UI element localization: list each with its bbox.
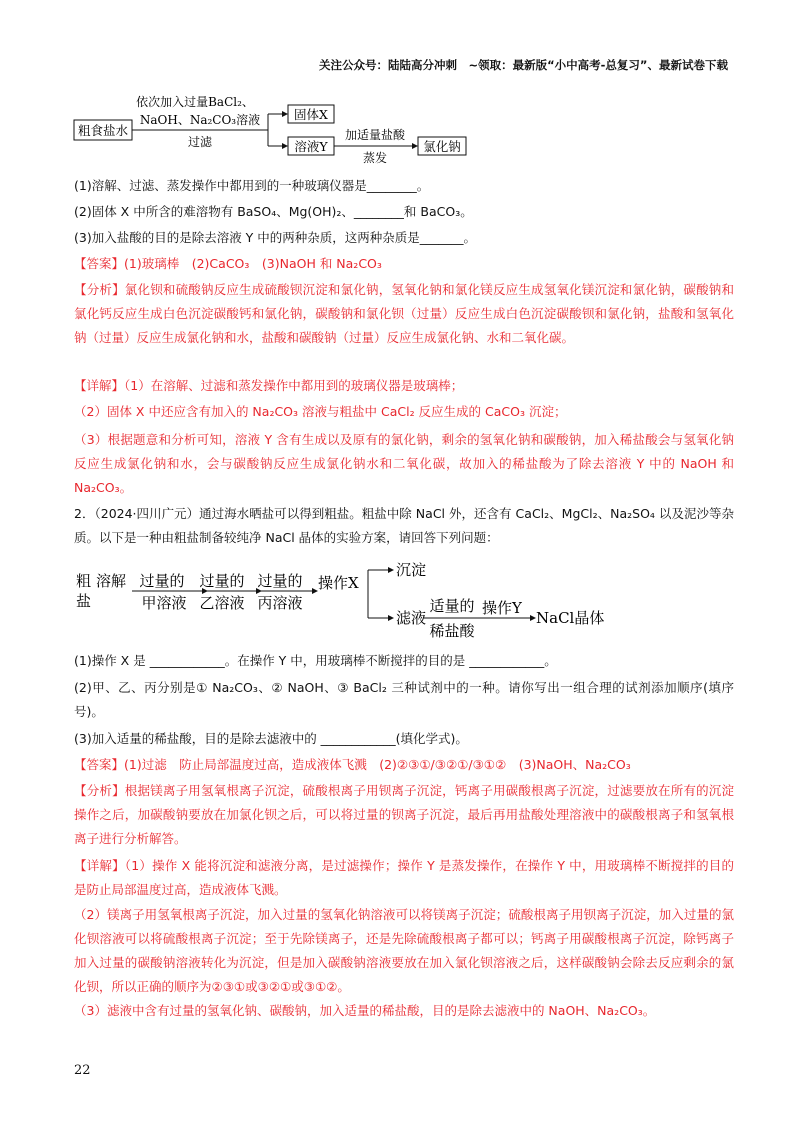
d2-excess-2: 过量的 [199,572,245,590]
q1-detail-3: （3）根据题意和分析可知，溶液 Y 含有生成以及原有的氯化钠，剩余的氢氧化钠和碳酸钠，加入稀盐酸会与氢氧化钠反应生成氯化钠和水，会与碳酸钠反应生成氯化钠水和二氧化碳，故加入的稀盐酸为了除去溶液 Y 中的 NaOH 和 Na₂CO₃。 [74,432,734,495]
q2-answer [74,756,734,774]
q1-detail-1 [74,377,734,395]
q2-analysis [74,779,734,851]
d1-product: 氯化钠 [423,139,461,154]
d1-start: 粗食盐水 [77,123,129,138]
q1-analysis [74,278,734,350]
d2-filtrate: 滤液 [396,609,427,627]
d2-proper: 适量的 [429,597,475,615]
q1-detail-label: 【详解】 [74,378,125,393]
q2-detail-label: 【详解】 [74,858,125,873]
d2-product: NaCl晶体 [536,609,605,627]
d2-jia: 甲溶液 [141,594,187,612]
d1-reagents-2: NaOH、Na₂CO₃溶液 [139,113,261,127]
q2-detail-1-text: （1）操作 X 能将沉淀和滤液分离，是过滤操作；操作 Y 是蒸发操作，在操作 Y 中，用玻璃棒不断搅拌的目的是防止局部温度过高，造成液体飞溅。 [74,858,734,897]
d2-yi: 乙溶液 [199,594,245,612]
q2-answer-label: 【答案】 [74,757,125,772]
d2-bing: 丙溶液 [257,594,303,612]
d2-opx: 操作X [318,574,359,592]
flow-diagram-2 [70,556,630,642]
q1-answer-label: 【答案】 [74,256,125,271]
d2-precipitate: 沉淀 [396,561,427,579]
d2-start-2: 盐 [76,592,92,610]
q1-answer-text: (1)玻璃棒 (2)CaCO₃ (3)NaOH 和 Na₂CO₃ [124,256,382,271]
q2-detail-2: （2）镁离子用氢氧根离子沉淀，加入过量的氢氧化钠溶液可以将镁离子沉淀；硫酸根离子用钡离子沉淀，加入过量的氯化钡溶液可以将硫酸根离子沉淀；至于先除镁离子，还是先除硫酸根离子都可以；钙离子用碳酸根离子沉淀，除钙离子加入过量的碳酸钠溶液转化为沉淀，但是加入碳酸钠溶液要放在加入氯化钡溶液之后，这样碳酸钠会除去反应剩余的氯化钡，所以正确的顺序为②③①或③②①或③①②。 [74,907,734,994]
d1-filter: 过滤 [187,135,213,149]
d1-evaporate: 蒸发 [362,151,388,164]
d1-acid: 加适量盐酸 [344,128,406,142]
q1-s1: (1)溶解、过滤、蒸发操作中都用到的一种玻璃仪器是________。 [74,178,430,193]
q2-detail-3: （3）滤液中含有过量的氢氧化钠、碳酸钠，加入适量的稀盐酸，目的是除去滤液中的 NaOH、Na₂CO₃。 [74,1003,656,1018]
q1-detail-2: （2）固体 X 中还应含有加入的 Na₂CO₃ 溶液与粗盐中 CaCl₂ 反应生成的 CaCO₃ 沉淀； [74,404,567,419]
q2-analysis-text: 根据镁离子用氢氧根离子沉淀，硫酸根离子用钡离子沉淀，钙离子用碳酸根离子沉淀，过滤要放在所有的沉淀操作之后，加碳酸钠要放在加氯化钡之后，可以将过量的钡离子沉淀，最后再用盐酸处理溶液中的碳酸根离子和氢氧根离子进行分析解答。 [74,783,734,846]
d1-solid: 固体X [294,107,328,122]
q2-answer-text: (1)过滤 防止局部温度过高，造成液体飞溅 (2)②③①/③②①/③①② (3)NaOH、Na₂CO₃ [124,757,631,772]
q2-detail-1 [74,854,734,902]
q2-analysis-label: 【分析】 [74,783,125,798]
d2-excess-3: 过量的 [257,572,303,590]
d2-excess-1: 过量的 [139,572,185,590]
page-header: 关注公众号：陆陆高分冲刺 ~领取：最新版“小中高考-总复习”、最新试卷下载 [318,58,728,72]
d2-start-1: 粗 [76,572,92,590]
d2-dissolve: 溶解 [96,572,127,590]
q1-s2: (2)固体 X 中所含的难溶物有 BaSO₄、Mg(OH)₂、________和 BaCO₃。 [74,204,473,219]
flow-diagram-1 [70,92,490,164]
d1-reagents-1: 依次加入过量BaCl₂、 [136,95,254,109]
q1-answer [74,255,734,273]
q2-s2: (2)甲、乙、丙分别是① Na₂CO₃、② NaOH、③ BaCl₂ 三种试剂中的一种。请你写出一组合理的试剂添加顺序(填序号)。 [74,680,734,719]
d1-filtrate: 溶液Y [294,139,328,154]
page-number: 22 [74,1063,91,1078]
q1-detail-1-text: （1）在溶解、过滤和蒸发操作中都用到的玻璃仪器是玻璃棒； [124,378,464,393]
q1-analysis-text: 氯化钡和硫酸钠反应生成硫酸钡沉淀和氯化钠，氢氧化钠和氯化镁反应生成氢氧化镁沉淀和氯化钠，碳酸钠和氯化钙反应生成白色沉淀碳酸钙和氯化钠，碳酸钠和氯化钡（过量）反应生成白色沉淀碳酸钡和氯化钠，盐酸和氢氧化钠（过量）反应生成氯化钠和水，盐酸和碳酸钠（过量）反应生成氯化钠、水和二氧化碳。 [74,282,734,345]
q2-intro: 2．（2024·四川广元）通过海水晒盐可以得到粗盐。粗盐中除 NaCl 外，还含有 CaCl₂、MgCl₂、Na₂SO₄ 以及泥沙等杂质。以下是一种由粗盐制备较纯净 NaCl 晶体的实验方案，请回答下列问题： [74,506,734,545]
d2-opy: 操作Y [482,599,522,617]
q1-s3: (3)加入盐酸的目的是除去溶液 Y 中的两种杂质，这两种杂质是_______。 [74,230,477,245]
q2-s3: (3)加入适量的稀盐酸，目的是除去滤液中的 ____________(填化学式)。 [74,731,468,746]
q1-analysis-label: 【分析】 [74,282,125,297]
d2-dilute-hcl: 稀盐酸 [429,622,475,640]
q2-s1: (1)操作 X 是 ____________。在操作 Y 中，用玻璃棒不断搅拌的目的是 ____________。 [74,653,557,668]
